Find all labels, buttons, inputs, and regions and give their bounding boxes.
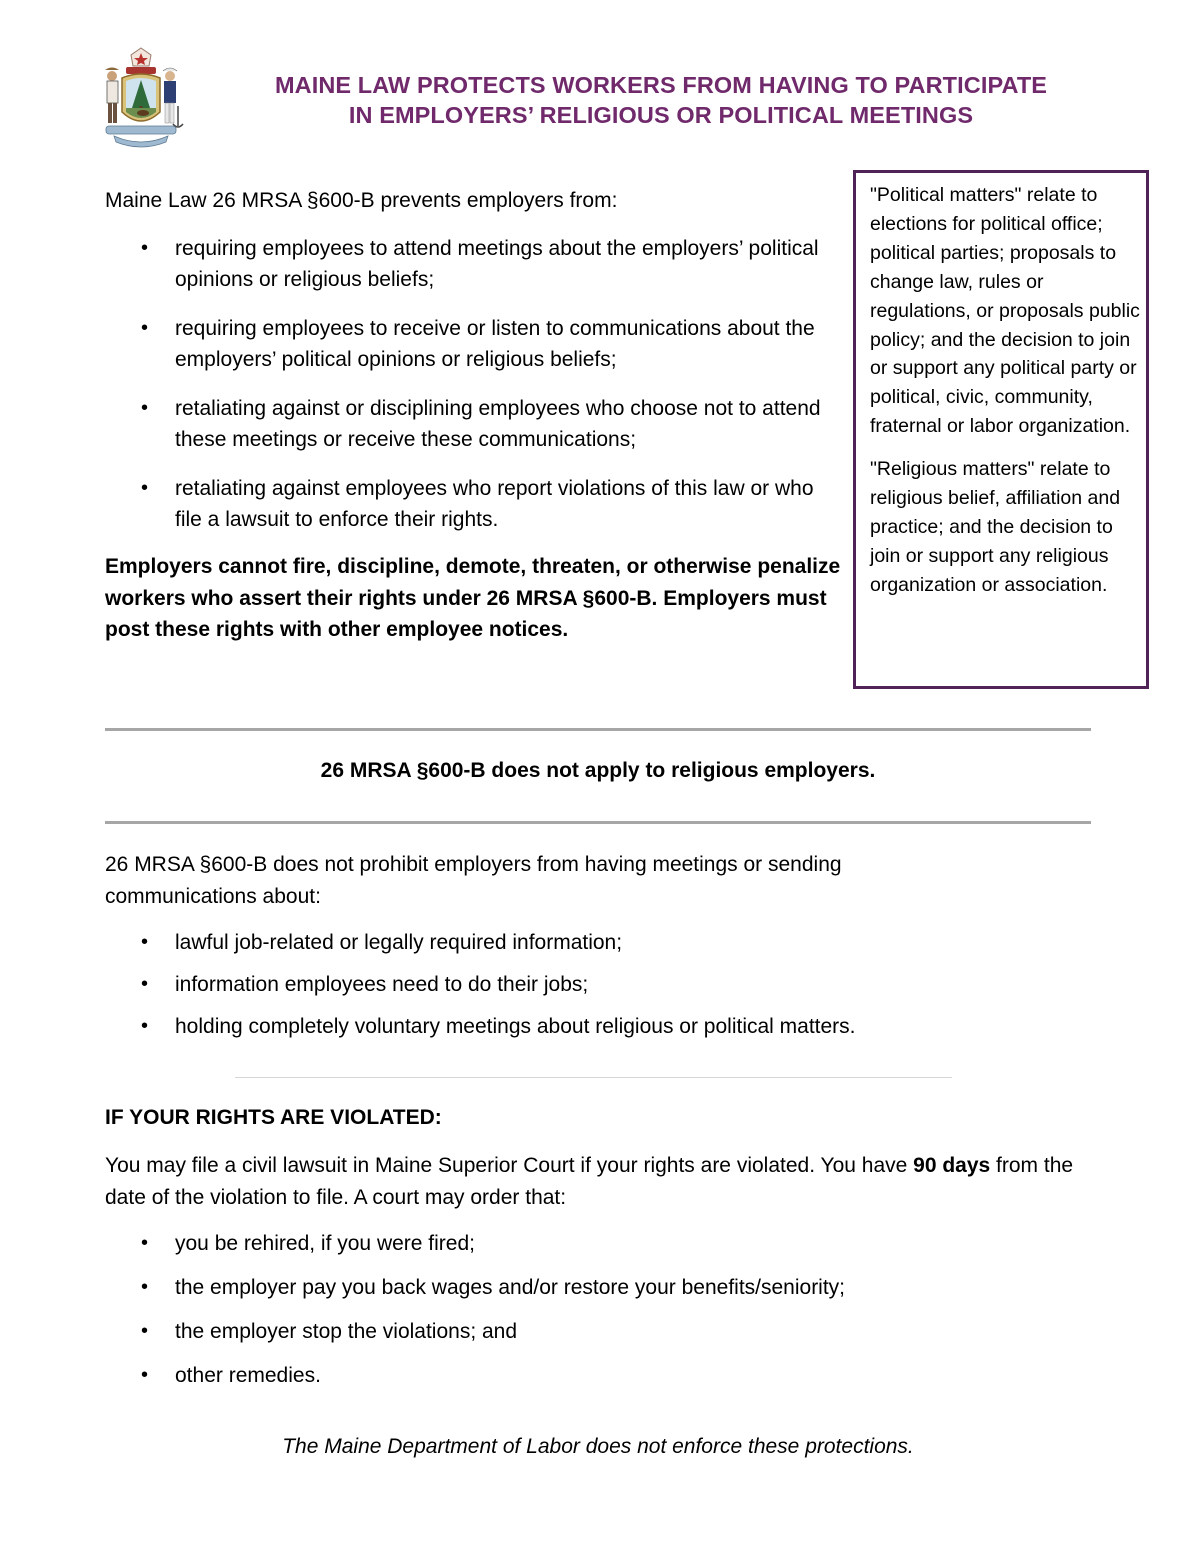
bullet-icon: • [141,1015,149,1037]
bullet-icon: • [141,477,149,499]
political-matters-definition: "Political matters" relate to elections for political office; political parties; proposals to change law, rules or regulations, or proposals public policy; and the decision to join or support any political party or political, civic, community, fraternal or labor organization. [870,184,1140,438]
page-title [200,70,1122,130]
list-item-text: lawful job-related or legally required information; [175,931,623,954]
list-item [105,473,845,535]
title-line-2: IN EMPLOYERS’ RELIGIOUS OR POLITICAL MEETINGS [348,102,974,128]
list-item-text: the employer stop the violations; and [175,1320,518,1343]
religious-matters-definition: "Religious matters" relate to religious belief, affiliation and practice; and the decision to join or support any religious organization or association. [870,458,1121,596]
bullet-icon: • [141,1320,149,1342]
list-item-text: retaliating against or disciplining employees who choose not to attend these meetings or receive these communications; [175,397,821,451]
violations-heading: IF YOUR RIGHTS ARE VIOLATED: [105,1106,442,1129]
list-item-text: requiring employees to attend meetings about the employers’ political opinions or religious beliefs; [175,237,819,291]
list-item-text: you be rehired, if you were fired; [175,1232,475,1255]
list-item [105,393,845,455]
list-item [105,1360,1005,1391]
exemption-statement: 26 MRSA §600-B does not apply to religious employers. [320,759,876,782]
list-item [105,313,845,375]
list-item [105,233,845,295]
list-item-text: information employees need to do their jobs; [175,973,589,996]
not-prohibited-intro: 26 MRSA §600-B does not prohibit employers from having meetings or sending communications about: [105,853,842,908]
list-item [105,1316,1005,1347]
divider [105,728,1091,731]
deadline-days: 90 days [913,1154,991,1177]
remedies-list [105,1228,1005,1404]
list-item [105,969,1005,1000]
bullet-icon: • [141,317,149,339]
divider [235,1077,952,1078]
list-item-text: other remedies. [175,1364,321,1387]
list-item [105,1228,1005,1259]
list-item-text: the employer pay you back wages and/or restore your benefits/seniority; [175,1276,846,1299]
title-line-1: MAINE LAW PROTECTS WORKERS FROM HAVING TO PARTICIPATE [274,72,1048,98]
bullet-icon: • [141,931,149,953]
bold-statement: Employers cannot fire, discipline, demote, threaten, or otherwise penalize workers who assert their rights under 26 MRSA §600-B. Employers must post these rights with other employee notices. [105,555,841,641]
list-item-text: holding completely voluntary meetings about religious or political matters. [175,1015,856,1038]
violations-text: from the date of the violation to file. A court may order that: [105,1154,1074,1209]
list-item-text: requiring employees to receive or listen to communications about the employers’ political opinions or religious beliefs; [175,317,815,371]
bullet-icon: • [141,397,149,419]
list-item [105,927,1005,958]
divider [105,821,1091,824]
list-item-text: retaliating against employees who report violations of this law or who file a lawsuit to enforce their rights. [175,477,814,531]
prohibitions-list [105,233,845,553]
definitions-box [853,170,1149,689]
bullet-icon: • [141,1276,149,1298]
maine-state-seal-icon [98,46,184,150]
bullet-icon: • [141,237,149,259]
not-prohibited-list [105,927,1005,1053]
bullet-icon: • [141,1364,149,1386]
list-item [105,1011,1005,1042]
violations-paragraph [105,1150,1105,1213]
list-item [105,1272,1005,1303]
bullet-icon: • [141,973,149,995]
bullet-icon: • [141,1232,149,1254]
violations-text: You may file a civil lawsuit in Maine Superior Court if your rights are violated. You have [105,1154,914,1177]
intro-text: Maine Law 26 MRSA §600-B prevents employers from: [105,189,618,212]
footer-note: The Maine Department of Labor does not enforce these protections. [282,1435,914,1458]
